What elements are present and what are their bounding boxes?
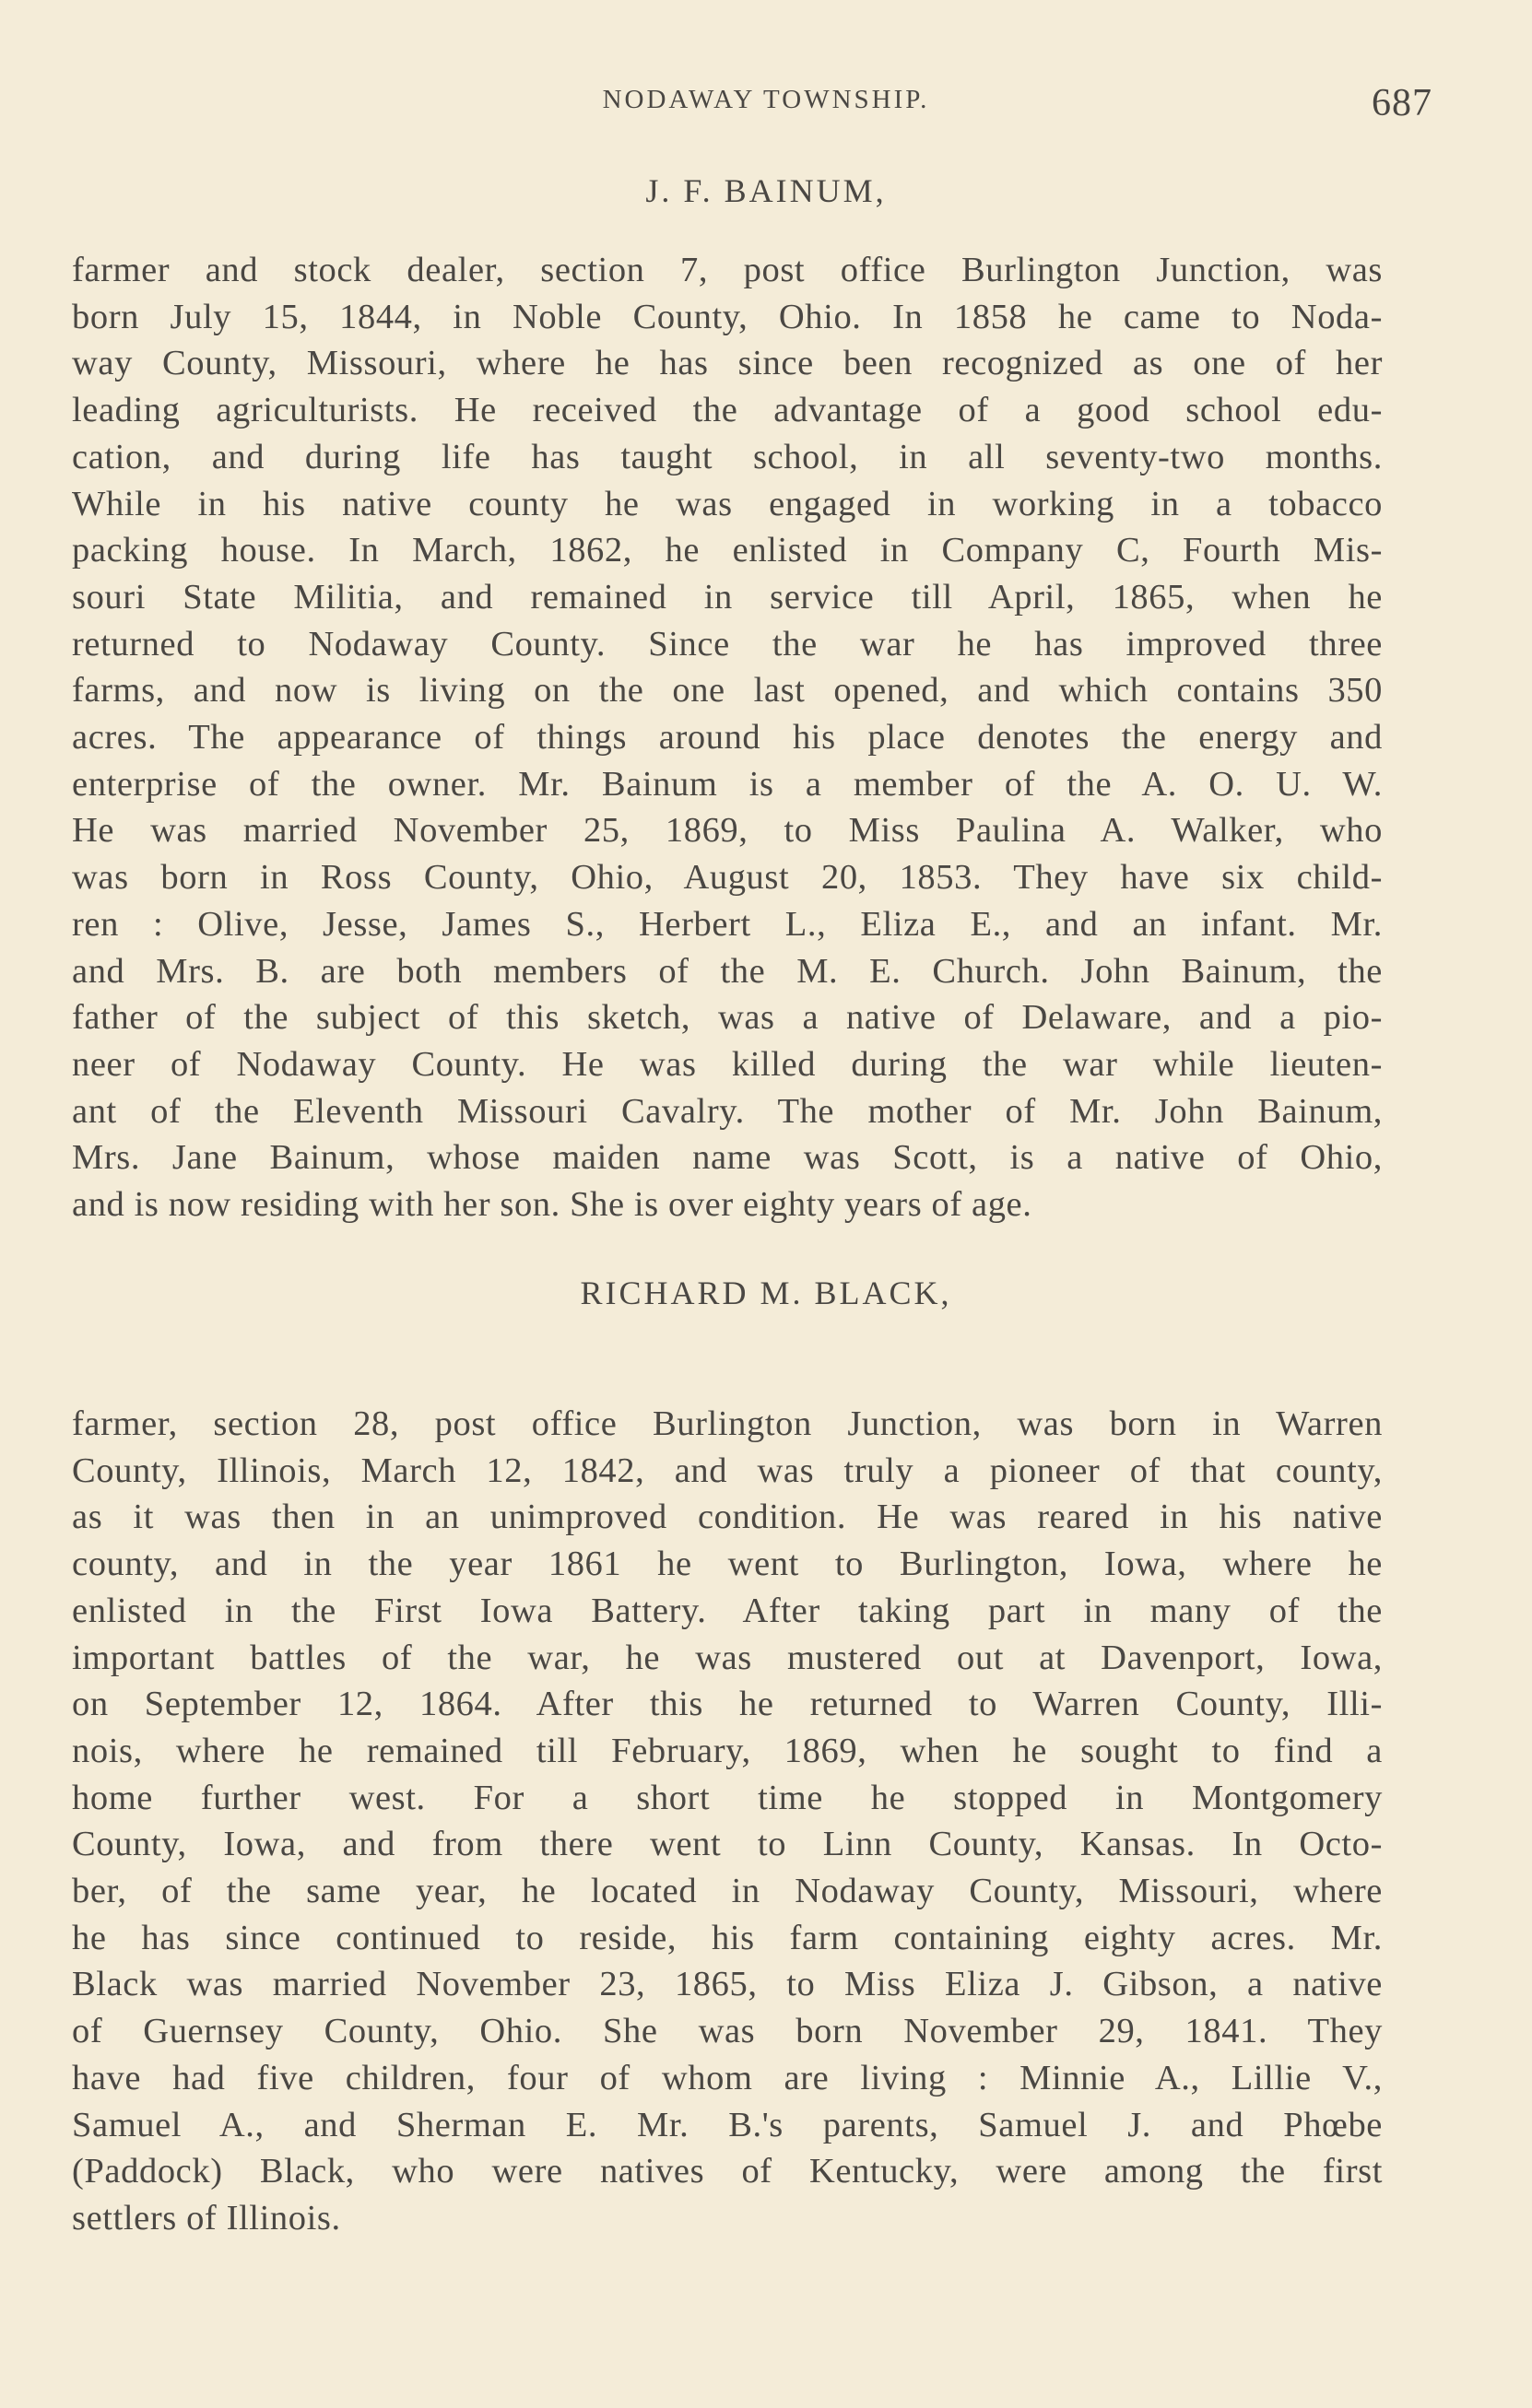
text-line: Black was married November 23, 1865, to Miss Eliza J. Gibson, a native [72, 1965, 1383, 2004]
text-line: he has since continued to reside, his farm containing eighty acres. Mr. [72, 1918, 1383, 1957]
text-line: He was married November 25, 1869, to Miss Paulina A. Walker, who [72, 811, 1383, 851]
text-line: cation, and during life has taught school, in all seventy-two months. [72, 437, 1383, 476]
text-line: County, Iowa, and from there went to Linn County, Kansas. In Octo- [72, 1825, 1383, 1864]
text-line: have had five children, four of whom are living : Minnie A., Lillie V., [72, 2058, 1383, 2097]
text-line: neer of Nodaway County. He was killed during the war while lieuten- [72, 1044, 1383, 1084]
text-line: enterprise of the owner. Mr. Bainum is a member of the A. O. U. W. [72, 764, 1383, 804]
text-line: born July 15, 1844, in Noble County, Ohio. In 1858 he came to Noda- [72, 297, 1383, 336]
text-line: home further west. For a short time he stopped in Montgomery [72, 1778, 1383, 1817]
text-line: ren : Olive, Jesse, James S., Herbert L., Eliza E., and an infant. Mr. [72, 904, 1383, 944]
text-line: nois, where he remained till February, 1869, when he sought to find a [72, 1731, 1383, 1770]
text-line: acres. The appearance of things around his place denotes the energy and [72, 718, 1383, 758]
text-line: of Guernsey County, Ohio. She was born November 29, 1841. They [72, 2012, 1383, 2051]
text-line: was born in Ross County, Ohio, August 20, 1853. They have six child- [72, 858, 1383, 898]
text-line: farms, and now is living on the one last opened, and which contains 350 [72, 671, 1383, 711]
entry-heading-black: RICHARD M. BLACK, [580, 1274, 952, 1311]
page-number: 687 [1372, 82, 1432, 124]
text-line: farmer, section 28, post office Burlington Junction, was born in Warren [72, 1404, 1383, 1443]
text-line: souri State Militia, and remained in service till April, 1865, when he [72, 577, 1383, 617]
text-line: way County, Missouri, where he has since been recognized as one of her [72, 344, 1383, 383]
entry-body-black [72, 1401, 1383, 2242]
text-line: Mrs. Jane Bainum, whose maiden name was Scott, is a native of Ohio, [72, 1138, 1383, 1178]
entry-heading-bainum: J. F. BAINUM, [645, 172, 887, 209]
text-line: returned to Nodaway County. Since the war he has improved three [72, 624, 1383, 664]
text-line: ber, of the same year, he located in Nodaway County, Missouri, where [72, 1872, 1383, 1911]
text-line: farmer and stock dealer, section 7, post office Burlington Junction, was [72, 251, 1383, 289]
running-title: NODAWAY TOWNSHIP. [602, 85, 930, 114]
text-line: father of the subject of this sketch, was a native of Delaware, and a pio- [72, 998, 1383, 1038]
text-line: important battles of the war, he was mustered out at Davenport, Iowa, [72, 1638, 1383, 1677]
text-line: and Mrs. B. are both members of the M. E. Church. John Bainum, the [72, 951, 1383, 991]
text-line: county, and in the year 1861 he went to Burlington, Iowa, where he [72, 1545, 1383, 1584]
text-line: (Paddock) Black, who were natives of Kentucky, were among the first [72, 2152, 1383, 2191]
text-line: settlers of Illinois. [72, 2198, 341, 2238]
text-line: While in his native county he was engaged in working in a tobacco [72, 484, 1383, 523]
entry-body-bainum [72, 247, 1383, 1228]
text-line: County, Illinois, March 12, 1842, and was truly a pioneer of that county, [72, 1451, 1383, 1490]
text-line: packing house. In March, 1862, he enlisted in Company C, Fourth Mis- [72, 531, 1383, 570]
text-line: on September 12, 1864. After this he returned to Warren County, Illi- [72, 1685, 1383, 1724]
text-line: and is now residing with her son. She is over eighty years of age. [72, 1185, 1032, 1225]
text-line: ant of the Eleventh Missouri Cavalry. The mother of Mr. John Bainum, [72, 1091, 1383, 1131]
running-head [0, 81, 1532, 125]
text-line: leading agriculturists. He received the advantage of a good school edu- [72, 391, 1383, 430]
text-line: as it was then in an unimproved condition. He was reared in his native [72, 1498, 1383, 1537]
text-line: Samuel A., and Sherman E. Mr. B.'s parents, Samuel J. and Phœbe [72, 2105, 1383, 2144]
text-line: enlisted in the First Iowa Battery. After taking part in many of the [72, 1591, 1383, 1630]
